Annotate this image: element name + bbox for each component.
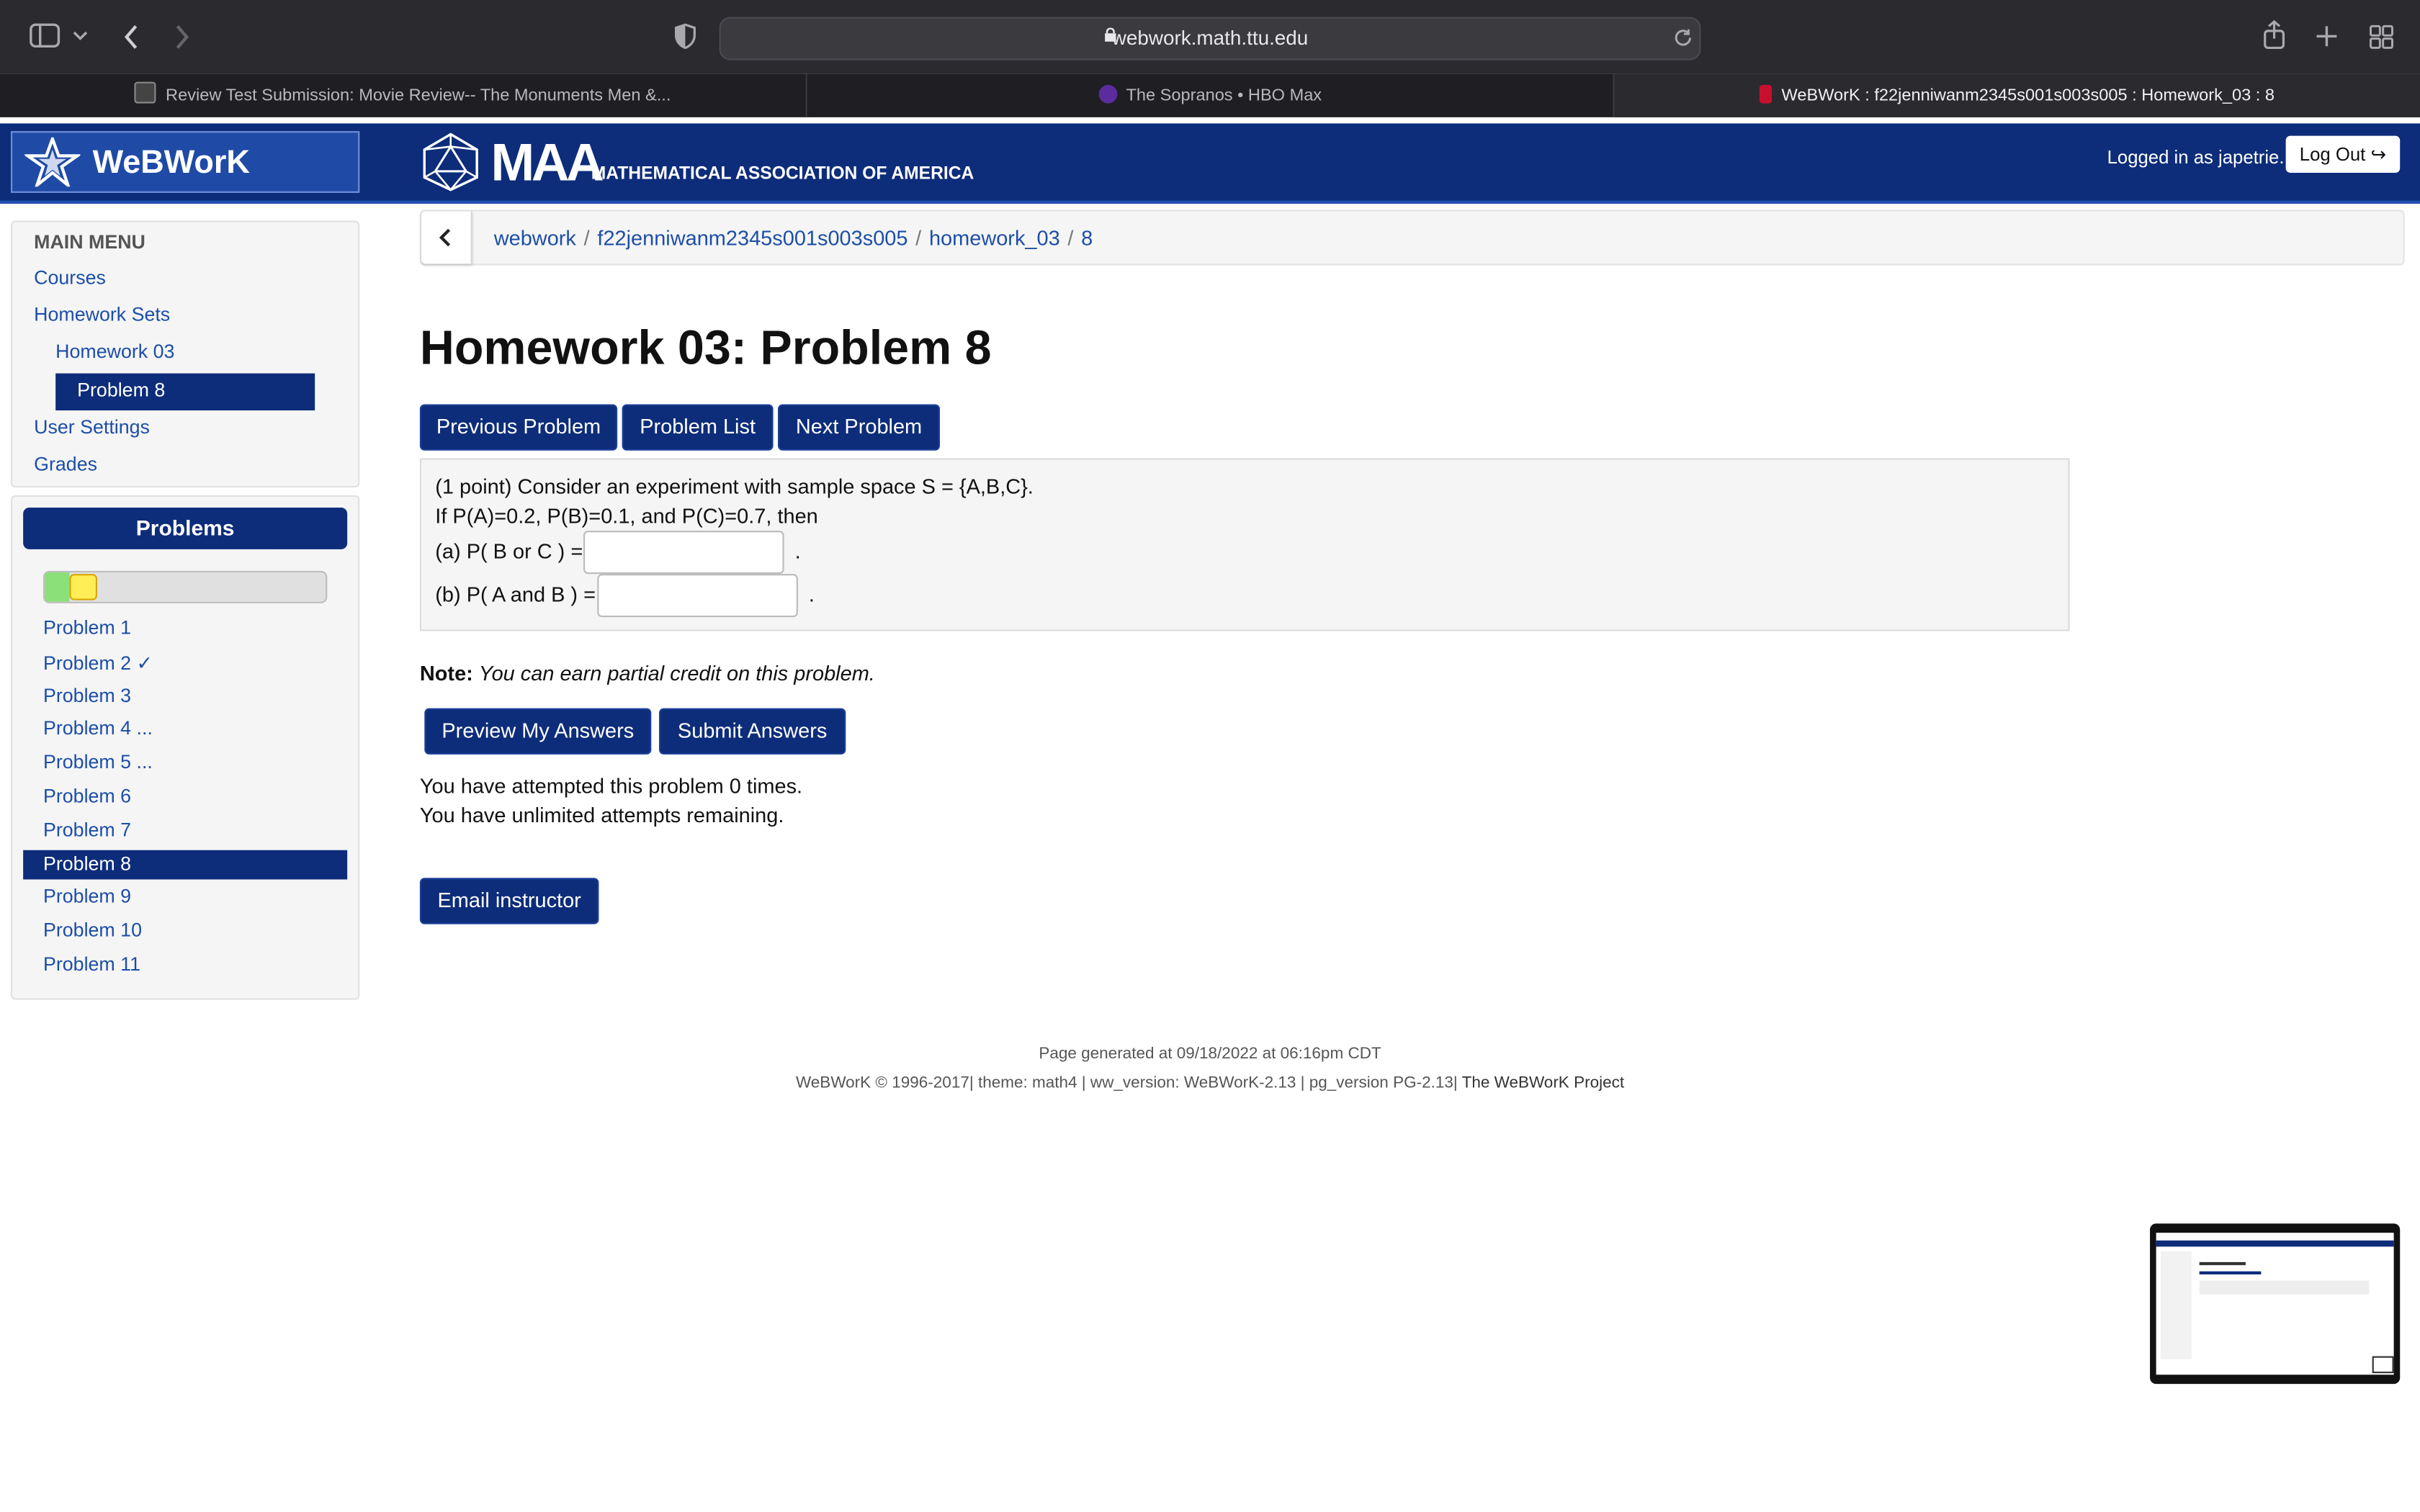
problem-list-item[interactable] [23, 883, 347, 913]
problem-list-label: Problem 6 [43, 785, 132, 807]
menu-link-homework-03[interactable]: Homework 03 [55, 341, 175, 363]
thumbnail-preview [2156, 1233, 2394, 1374]
problem-statement: (1 point) Consider an experiment with sample space S = {A,B,C}. [435, 475, 1034, 499]
back-button[interactable] [421, 212, 472, 264]
note-text: You can earn partial credit on this problem. [478, 662, 875, 685]
menu-link-homework-sets[interactable]: Homework Sets [34, 304, 171, 326]
problem-list-label: Problem 7 [43, 819, 132, 841]
progress-correct-fill [45, 572, 69, 602]
problem-list-label: Problem 2 ✓ [43, 652, 153, 675]
window-thumbnail[interactable] [2150, 1223, 2400, 1384]
problem-list-item[interactable] [23, 782, 347, 811]
breadcrumb [420, 210, 2405, 265]
maa-wordmark: MAA [490, 134, 601, 193]
progress-current-fill [69, 574, 97, 600]
tab-title: WeBWorK : f22jenniwanm2345s001s003s005 : Homework_03 : 8 [1781, 86, 2275, 105]
problem-list-label: Problem 4 ... [43, 718, 153, 740]
browser-tab-active[interactable] [1614, 74, 2420, 117]
problem-given: If P(A)=0.2, P(B)=0.1, and P(C)=0.7, then [435, 504, 818, 528]
problem-list-label: Problem 9 [43, 886, 132, 908]
progress-bar [43, 571, 327, 603]
problem-list-item[interactable] [23, 749, 347, 778]
note-label: Note: [419, 662, 473, 685]
ttu-favicon-icon [1760, 85, 1773, 104]
browser-tab[interactable] [807, 74, 1615, 117]
breadcrumb-webwork[interactable]: webwork [493, 227, 576, 251]
sidebar-toggle-icon[interactable] [30, 23, 60, 48]
main-menu-heading: MAIN MENU [34, 231, 145, 253]
logout-label: Log Out [2299, 143, 2366, 166]
answer-input-a[interactable] [583, 531, 784, 574]
tab-overview-icon[interactable] [2369, 24, 2393, 49]
problem-list-label: Problem 3 [43, 684, 132, 706]
chevron-left-icon [439, 228, 454, 247]
chevron-down-icon[interactable] [73, 30, 88, 42]
main-menu [11, 220, 359, 487]
problem-list-item[interactable] [23, 715, 347, 744]
next-problem-button[interactable]: Next Problem [778, 404, 940, 450]
preview-answers-button[interactable]: Preview My Answers [424, 708, 651, 755]
menu-item-label: Problem 8 [77, 379, 166, 402]
answer-input-b[interactable] [597, 574, 798, 617]
footer-version [0, 1074, 2420, 1092]
webwork-logo[interactable] [11, 131, 359, 193]
menu-link-user-settings[interactable]: User Settings [34, 416, 150, 438]
hbo-max-favicon-icon [1098, 85, 1117, 104]
part-b-period: . [808, 583, 815, 607]
footer-version-text: WeBWorK © 1996-2017| theme: math4 | ww_version: WeBWorK-2.13 | pg_version PG-2.13| [795, 1074, 1458, 1093]
problem-list-label: Problem 8 [43, 852, 132, 875]
menu-link-courses[interactable]: Courses [34, 266, 106, 289]
breadcrumb-separator: / [583, 227, 590, 251]
privacy-shield-icon[interactable] [674, 23, 696, 49]
footer-generated: Page generated at 09/18/2022 at 06:16pm CDT [1039, 1044, 1381, 1063]
part-b-label: (b) P( A and B ) = [435, 583, 596, 607]
site-header [0, 123, 2420, 203]
email-instructor-button[interactable]: Email instructor [420, 878, 599, 924]
browser-tab[interactable] [0, 74, 807, 117]
menu-link-grades[interactable]: Grades [34, 454, 98, 476]
share-icon[interactable] [2262, 20, 2285, 50]
problems-panel [11, 495, 359, 1000]
part-a-period: . [794, 540, 801, 564]
reload-icon[interactable] [1673, 28, 1693, 48]
problem-list-label: Problem 1 [43, 617, 132, 639]
login-status: Logged in as japetrie. [2107, 146, 2285, 168]
back-arrow-icon[interactable] [122, 23, 140, 51]
browser-toolbar [0, 0, 2420, 74]
tab-strip [0, 74, 2420, 117]
logout-icon: ↪ [2370, 143, 2387, 166]
problem-list-item[interactable] [23, 614, 347, 644]
problem-list-label: Problem 11 [43, 953, 141, 976]
breadcrumb-course[interactable]: f22jenniwanm2345s001s003s005 [597, 227, 908, 251]
blackboard-favicon-icon [135, 82, 156, 104]
url-text: webwork.math.ttu.edu [1111, 26, 1309, 50]
brand-name: WeBWorK [92, 145, 250, 181]
forward-arrow-icon[interactable] [173, 23, 192, 51]
maa-icosahedron-icon [420, 131, 482, 193]
problem-list-item[interactable] [23, 648, 347, 678]
maa-fullname: MATHEMATICAL ASSOCIATION OF AMERICA [591, 165, 974, 184]
menu-link-problem-8[interactable] [55, 374, 315, 410]
new-tab-plus-icon[interactable] [2315, 24, 2338, 48]
problem-list-label: Problem 10 [43, 919, 143, 942]
footer-project-link[interactable]: The WeBWorK Project [1461, 1074, 1625, 1093]
webwork-star-icon [24, 138, 80, 187]
attempts-remaining: You have unlimited attempts remaining. [419, 804, 784, 827]
tab-title: The Sopranos • HBO Max [1126, 86, 1322, 105]
breadcrumb-trail [494, 227, 1093, 250]
breadcrumb-set[interactable]: homework_03 [928, 227, 1060, 251]
breadcrumb-problem[interactable]: 8 [1081, 227, 1093, 251]
page-title: Homework 03: Problem 8 [419, 320, 992, 375]
previous-problem-button[interactable]: Previous Problem [420, 404, 617, 450]
problem-list-item[interactable] [23, 816, 347, 845]
problem-list-item[interactable] [23, 850, 347, 879]
address-bar[interactable] [720, 17, 1701, 60]
logout-button[interactable] [2286, 136, 2401, 173]
problem-list-item[interactable] [23, 681, 347, 711]
problem-list-label: Problem 5 ... [43, 751, 153, 773]
submit-answers-button[interactable]: Submit Answers [659, 708, 846, 755]
tab-title: Review Test Submission: Movie Review-- The Monuments Men &... [166, 86, 671, 105]
breadcrumb-separator: / [915, 227, 922, 251]
problem-body [420, 458, 2070, 631]
problem-list-item[interactable] [23, 917, 347, 946]
part-a-label: (a) P( B or C ) = [435, 540, 583, 564]
problems-heading: Problems [23, 508, 347, 549]
problem-list-item[interactable] [23, 950, 347, 980]
breadcrumb-separator: / [1067, 227, 1074, 251]
attempts-count: You have attempted this problem 0 times. [419, 774, 803, 798]
partial-credit-note [420, 662, 875, 685]
problem-list-button[interactable]: Problem List [622, 404, 774, 450]
